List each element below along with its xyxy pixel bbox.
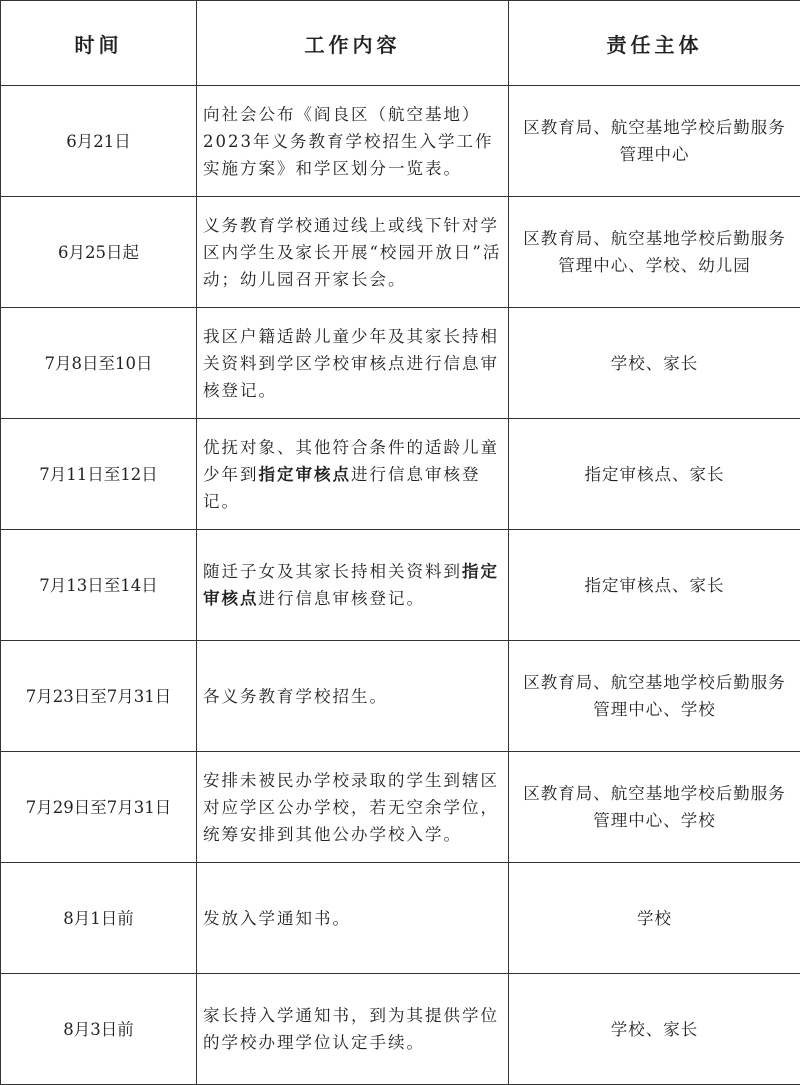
row-owner: 区教育局、航空基地学校后勤服务管理中心: [509, 86, 800, 197]
table-row: [1, 530, 800, 641]
content-text: 进行信息审核登记。: [203, 465, 481, 511]
row-owner: 学校、家长: [509, 308, 800, 419]
table-header-row: [1, 1, 800, 86]
content-text: 优抚对象、其他符合条件的适龄儿童少年到: [203, 438, 499, 484]
header-time: 时间: [1, 1, 197, 86]
table-row: [1, 752, 800, 863]
row-owner: 区教育局、航空基地学校后勤服务管理中心、学校: [509, 752, 800, 863]
header-content: 工作内容: [197, 1, 509, 86]
row-content: 发放入学通知书。: [197, 863, 509, 974]
table-row: [1, 863, 800, 974]
header-owner: 责任主体: [509, 1, 800, 86]
row-content: 家长持入学通知书，到为其提供学位的学校办理学位认定手续。: [197, 974, 509, 1085]
table-row: [1, 419, 800, 530]
row-owner: 区教育局、航空基地学校后勤服务管理中心、学校: [509, 641, 800, 752]
table-row: [1, 974, 800, 1085]
row-time: 6月25日起: [1, 197, 197, 308]
row-owner: 区教育局、航空基地学校后勤服务管理中心、学校、幼儿园: [509, 197, 800, 308]
row-time: 7月11日至12日: [1, 419, 197, 530]
table-row: [1, 197, 800, 308]
row-content: 安排未被民办学校录取的学生到辖区对应学区公办学校，若无空余学位，统筹安排到其他公办学校入学。: [197, 752, 509, 863]
row-content: [197, 419, 509, 530]
row-owner: 学校、家长: [509, 974, 800, 1085]
designated-review-point-emphasis: 指定审核点: [203, 562, 499, 608]
row-time: 7月8日至10日: [1, 308, 197, 419]
row-time: 8月1日前: [1, 863, 197, 974]
row-content: [197, 530, 509, 641]
content-text: 随迁子女及其家长持相关资料到: [203, 562, 462, 581]
row-time: 7月23日至7月31日: [1, 641, 197, 752]
row-content: 向社会公布《阎良区（航空基地）2023年义务教育学校招生入学工作实施方案》和学区划分一览表。: [197, 86, 509, 197]
row-time: 7月13日至14日: [1, 530, 197, 641]
row-owner: 指定审核点、家长: [509, 530, 800, 641]
row-owner: 指定审核点、家长: [509, 419, 800, 530]
row-time: 6月21日: [1, 86, 197, 197]
row-content: 我区户籍适龄儿童少年及其家长持相关资料到学区学校审核点进行信息审核登记。: [197, 308, 509, 419]
row-owner: 学校: [509, 863, 800, 974]
row-time: 7月29日至7月31日: [1, 752, 197, 863]
row-content: 各义务教育学校招生。: [197, 641, 509, 752]
content-text: 进行信息审核登记。: [259, 589, 426, 608]
table-row: [1, 308, 800, 419]
row-time: 8月3日前: [1, 974, 197, 1085]
row-content: 义务教育学校通过线上或线下针对学区内学生及家长开展“校园开放日”活动；幼儿园召开家长会。: [197, 197, 509, 308]
designated-review-point-emphasis: 指定审核点: [259, 465, 352, 484]
table-row: [1, 641, 800, 752]
table-row: [1, 86, 800, 197]
